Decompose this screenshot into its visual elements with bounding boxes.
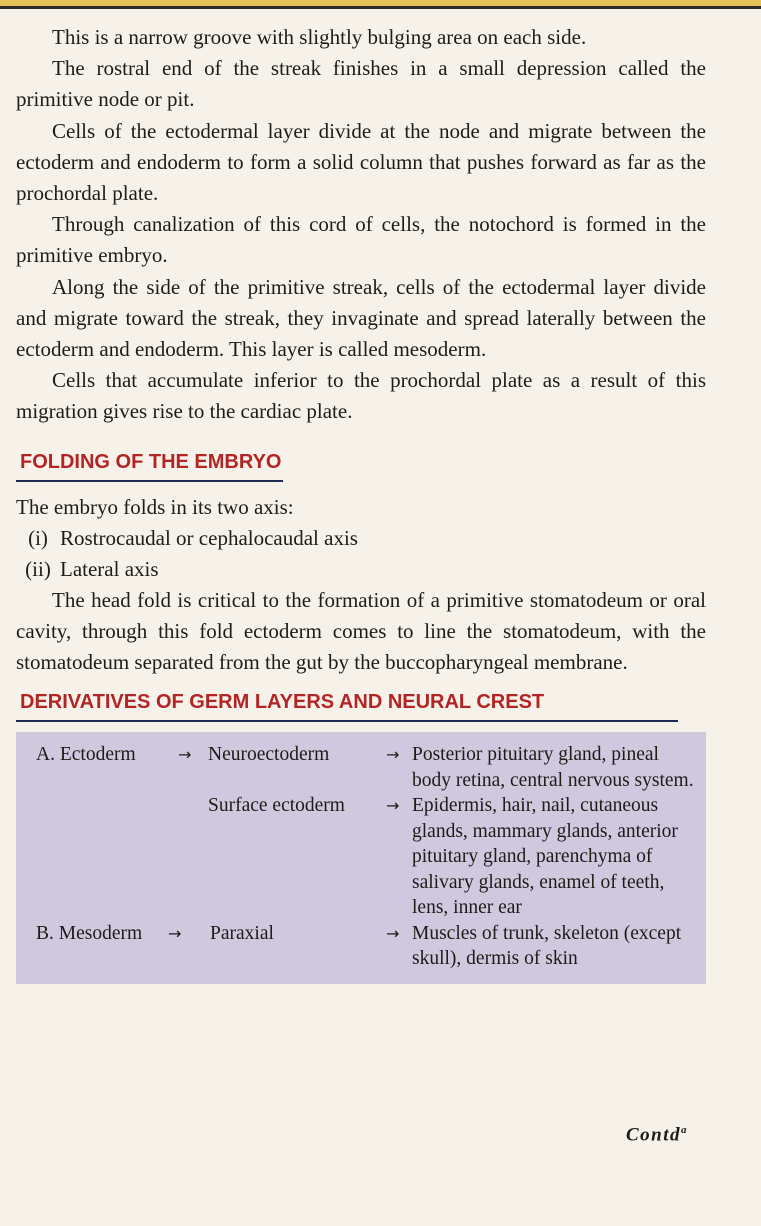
derivatives-table [16, 732, 706, 984]
arrow-right-icon: → [386, 745, 400, 765]
axis-number: (i) [28, 525, 48, 550]
continued-text: Contd [626, 1124, 682, 1146]
axis-label: Lateral axis [60, 556, 159, 581]
top-rule [0, 6, 761, 9]
paragraph: The rostral end of the streak finishes in a small depression called the primitive node or pit. [16, 56, 706, 112]
table-row [16, 793, 706, 921]
axis-item [16, 523, 706, 554]
derivative-description: Epidermis, hair, nail, cutaneous glands, mammary glands, anterior pituitary gland, parenchyma of salivary glands, enamel of teeth, lens, inner ear [412, 795, 678, 919]
axis-item [16, 554, 706, 585]
paragraph: Cells of the ectodermal layer divide at the node and migrate between the ectoderm and endoderm to form a solid column that pushes forward as far as the prochordal plate. [16, 118, 706, 206]
paragraph: Cells that accumulate inferior to the prochordal plate as a result of this migration gives rise to the cardiac plate. [16, 368, 706, 424]
arrow-right-icon: → [386, 923, 400, 943]
axis-number: (ii) [25, 556, 51, 581]
paragraph: Through canalization of this cord of cells, the notochord is formed in the primitive embryo. [16, 212, 706, 268]
folding-heading: FOLDING OF THE EMBRYO [16, 448, 283, 482]
arrow-right-icon: → [178, 745, 192, 765]
sublayer-label: Surface ectoderm [208, 795, 345, 817]
continued-label [626, 1124, 688, 1146]
folding-paragraph: The head fold is critical to the formation of a primitive stomatodeum or oral cavity, through this fold ectoderm comes to line the stomatodeum, with the stomatodeum separated from the gut by the buccopharyngeal membrane. [16, 587, 706, 675]
folding-intro: The embryo folds in its two axis: [16, 494, 294, 519]
continued-mark: a [681, 1124, 689, 1136]
axis-label: Rostrocaudal or cephalocaudal axis [60, 525, 358, 550]
arrow-right-icon: → [386, 796, 400, 816]
derivative-description: Muscles of trunk, skeleton (except skull), dermis of skin [412, 922, 682, 970]
table-row [16, 921, 706, 972]
paragraph: This is a narrow groove with slightly bulging area on each side. [52, 25, 587, 49]
germ-layer-label: A. Ectoderm [36, 744, 136, 766]
arrow-right-icon: → [168, 923, 182, 943]
germ-layer-label: B. Mesoderm [36, 922, 143, 944]
sublayer-label: Paraxial [210, 922, 274, 944]
derivative-description: Posterior pituitary gland, pineal body retina, central nervous system. [412, 744, 694, 791]
paragraph: Along the side of the primitive streak, cells of the ectodermal layer divide and migrate toward the streak, they invaginate and spread laterally between the ectoderm and endoderm. This layer is called mesoderm. [16, 274, 706, 362]
folding-heading-wrap [16, 442, 706, 482]
page-content [16, 22, 706, 984]
table-row [16, 742, 706, 793]
derivatives-heading-wrap [16, 688, 706, 722]
sublayer-label: Neuroectoderm [208, 744, 330, 766]
derivatives-heading: DERIVATIVES OF GERM LAYERS AND NEURAL CREST [16, 688, 678, 722]
